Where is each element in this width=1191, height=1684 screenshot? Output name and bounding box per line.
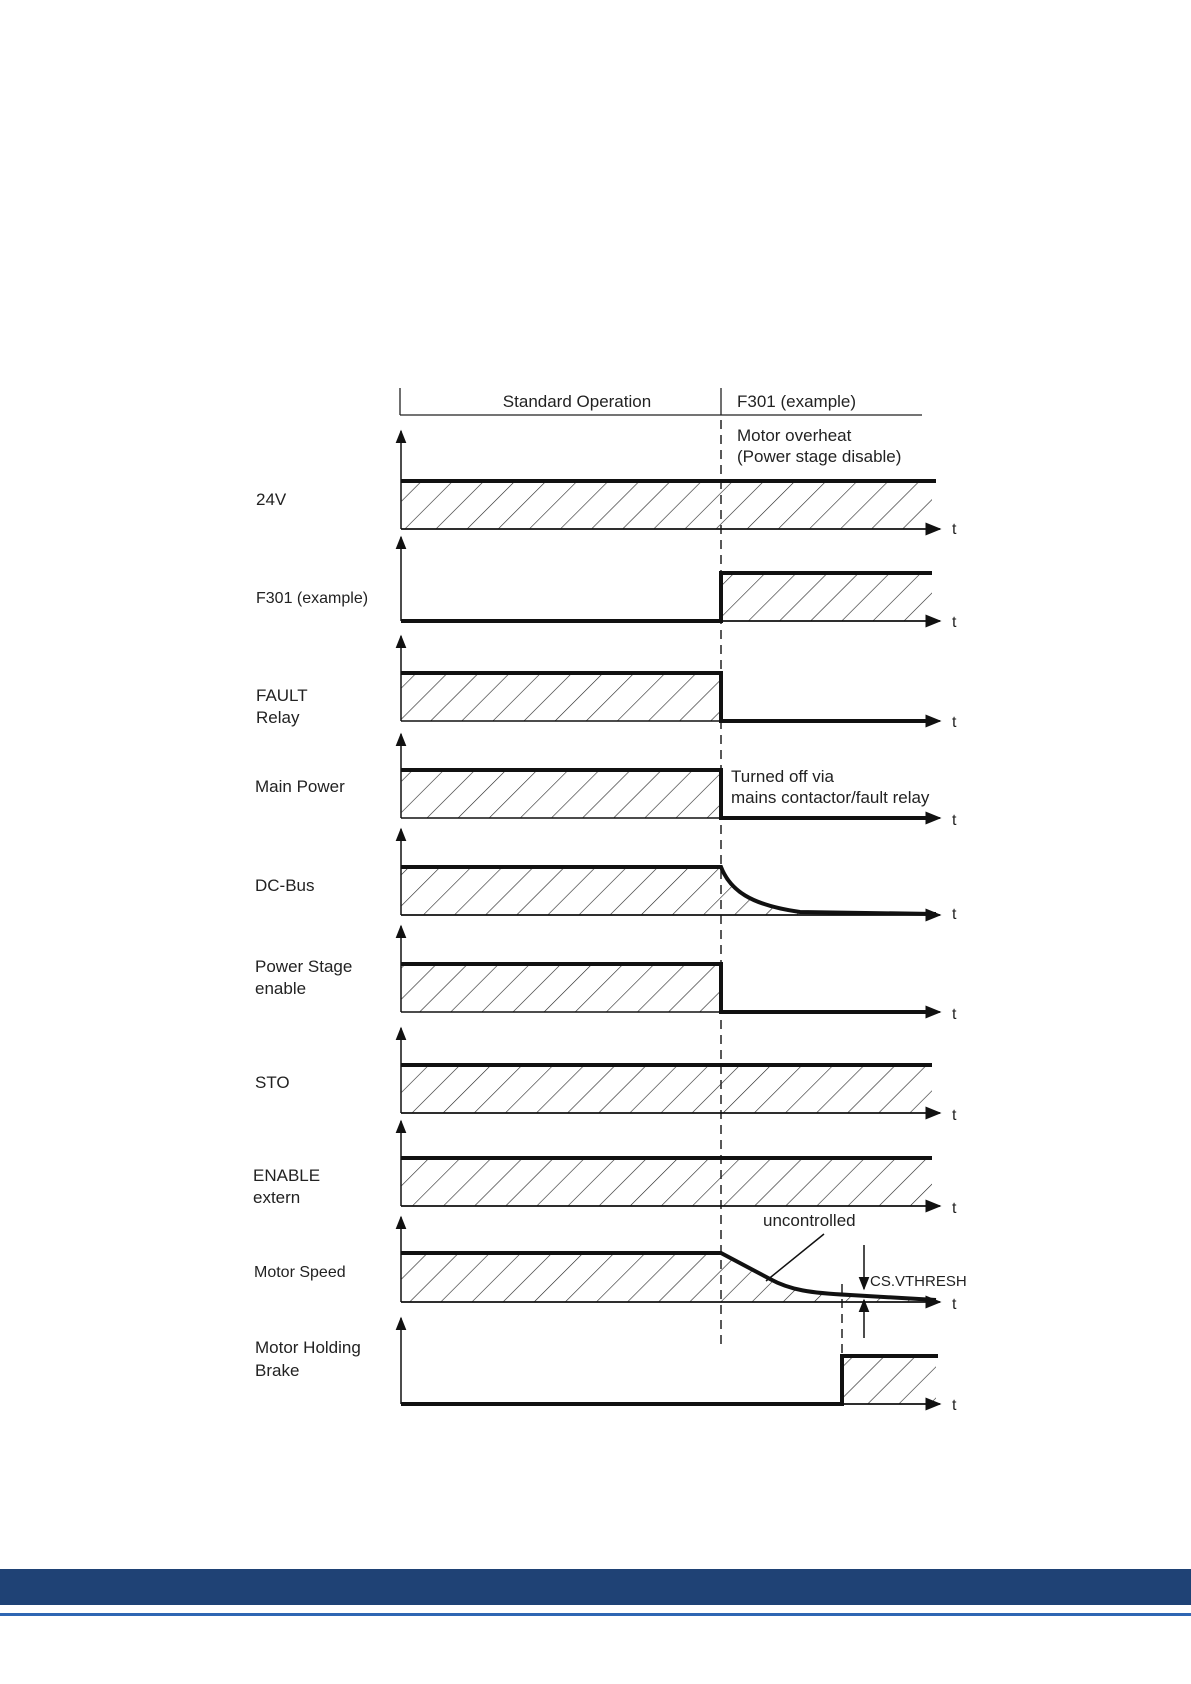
time-axis-label: t [952,614,957,631]
time-axis-label: t [952,1006,957,1023]
row-f301 [256,537,957,631]
time-axis-label: t [952,1107,957,1124]
uncontrolled-pointer [766,1234,824,1281]
row-label-main-power: Main Power [255,777,345,796]
row-label-enable-extern-2: extern [253,1188,301,1207]
row-main-power [255,734,957,829]
row-label-holding-brake-1: Motor Holding [255,1338,361,1357]
threshold-label: CS.VTHRESH [870,1273,967,1290]
time-axis-label: t [952,1397,957,1414]
row-label-dc-bus: DC-Bus [255,876,315,895]
row-power-stage [255,926,957,1023]
time-axis-label: t [952,521,957,538]
row-holding-brake [255,1318,957,1414]
time-axis-label: t [952,812,957,829]
time-axis-label: t [952,1296,957,1313]
fault-cause-line-2: (Power stage disable) [737,447,902,466]
phase-standard-label: Standard Operation [502,392,652,411]
row-label-fault-relay-1: FAULT [256,686,308,705]
phase-header [400,388,922,415]
fault-cause-line-1: Motor overheat [737,426,852,445]
row-motor-speed [254,1211,967,1338]
row-label-24v: 24V [256,490,287,509]
row-label-fault-relay-2: Relay [256,708,300,727]
time-axis-label: t [952,714,957,731]
row-fault-relay [256,636,957,731]
row-label-power-stage-2: enable [255,979,307,998]
row-label-holding-brake-2: Brake [255,1361,300,1380]
main-power-note-line-1: Turned off via [731,767,835,786]
row-enable-extern [253,1121,957,1217]
row-label-f301: F301 (example) [256,590,369,607]
time-axis-label: t [952,1200,957,1217]
row-sto [255,1028,957,1124]
footer-rule [0,1613,1191,1616]
row-label-power-stage-1: Power Stage [255,957,353,976]
phase-fault-label: F301 (example) [737,392,857,411]
uncontrolled-label: uncontrolled [763,1211,856,1230]
row-label-motor-speed: Motor Speed [254,1264,346,1281]
footer-band [0,1569,1191,1605]
row-dc-bus [255,829,957,923]
time-axis-label: t [952,906,957,923]
row-label-sto: STO [255,1073,290,1092]
main-power-note-line-2: mains contactor/fault relay [731,788,930,807]
row-label-enable-extern-1: ENABLE [253,1166,321,1185]
